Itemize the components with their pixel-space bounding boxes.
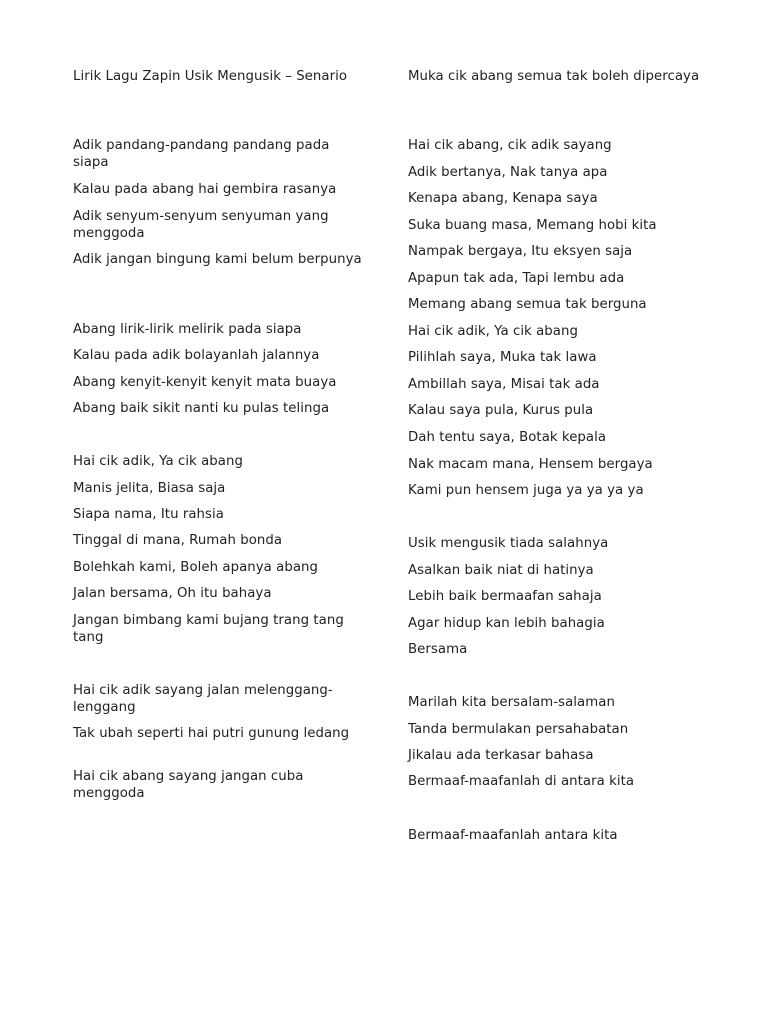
lyric-line: Bermaaf-maafanlah antara kita [408,828,618,843]
lyric-line: Hai cik abang, cik adik sayang [408,138,612,153]
lyric-line: Kami pun hensem juga ya ya ya ya [408,483,644,498]
lyric-line: Abang lirik-lirik melirik pada siapa [73,322,302,337]
lyric-line: Adik bertanya, Nak tanya apa [408,165,608,180]
lyric-line: Hai cik adik, Ya cik abang [408,324,578,339]
lyric-line: Jangan bimbang kami bujang trang tang tang [73,613,344,645]
lyric-line: Nampak bergaya, Itu eksyen saja [408,244,633,259]
lyric-line: Abang kenyit-kenyit kenyit mata buaya [73,375,337,390]
lyric-line: Adik senyum-senyum senyuman yang menggoda [73,209,329,241]
lyric-line: Tanda bermulakan persahabatan [408,722,629,737]
lyric-line: Bolehkah kami, Boleh apanya abang [73,560,318,575]
lyric-line: Marilah kita bersalam-salaman [408,695,615,710]
lyric-line: Ambillah saya, Misai tak ada [408,377,600,392]
lyric-line: Kalau pada adik bolayanlah jalannya [73,348,320,363]
lyric-line: Apapun tak ada, Tapi lembu ada [408,271,625,286]
lyric-line: Tak ubah seperti hai putri gunung ledang [73,726,350,741]
lyric-line: Manis jelita, Biasa saja [73,481,226,496]
document-title: Lirik Lagu Zapin Usik Mengusik – Senario [73,69,348,84]
lyric-line: Kalau saya pula, Kurus pula [408,403,594,418]
lyric-line: Memang abang semua tak berguna [408,297,647,312]
lyric-line: Hai cik abang sayang jangan cuba menggoda [73,769,304,801]
lyric-line: Jikalau ada terkasar bahasa [408,748,594,763]
lyric-line: Siapa nama, Itu rahsia [73,507,224,522]
lyric-line: Bersama [408,642,468,657]
lyric-line: Abang baik sikit nanti ku pulas telinga [73,401,330,416]
lyric-line: Usik mengusik tiada salahnya [408,536,609,551]
lyric-line: Agar hidup kan lebih bahagia [408,616,605,631]
lyric-line: Nak macam mana, Hensem bergaya [408,457,653,472]
lyric-line: Asalkan baik niat di hatinya [408,563,594,578]
lyric-line: Hai cik adik sayang jalan melenggang-lenggang [73,683,333,715]
lyric-line: Kenapa abang, Kenapa saya [408,191,598,206]
lyric-line: Adik jangan bingung kami belum berpunya [73,252,362,267]
lyric-line: Muka cik abang semua tak boleh dipercaya [408,69,700,84]
lyric-line: Lebih baik bermaafan sahaja [408,589,602,604]
lyric-line: Dah tentu saya, Botak kepala [408,430,607,445]
lyric-line: Hai cik adik, Ya cik abang [73,454,243,469]
lyric-line: Suka buang masa, Memang hobi kita [408,218,657,233]
lyric-line: Bermaaf-maafanlah di antara kita [408,774,635,789]
lyric-line: Kalau pada abang hai gembira rasanya [73,182,337,197]
lyric-line: Tinggal di mana, Rumah bonda [73,533,283,548]
lyric-line: Adik pandang-pandang pandang pada siapa [73,138,330,170]
lyric-line: Pilihlah saya, Muka tak lawa [408,350,597,365]
lyric-line: Jalan bersama, Oh itu bahaya [73,586,272,601]
